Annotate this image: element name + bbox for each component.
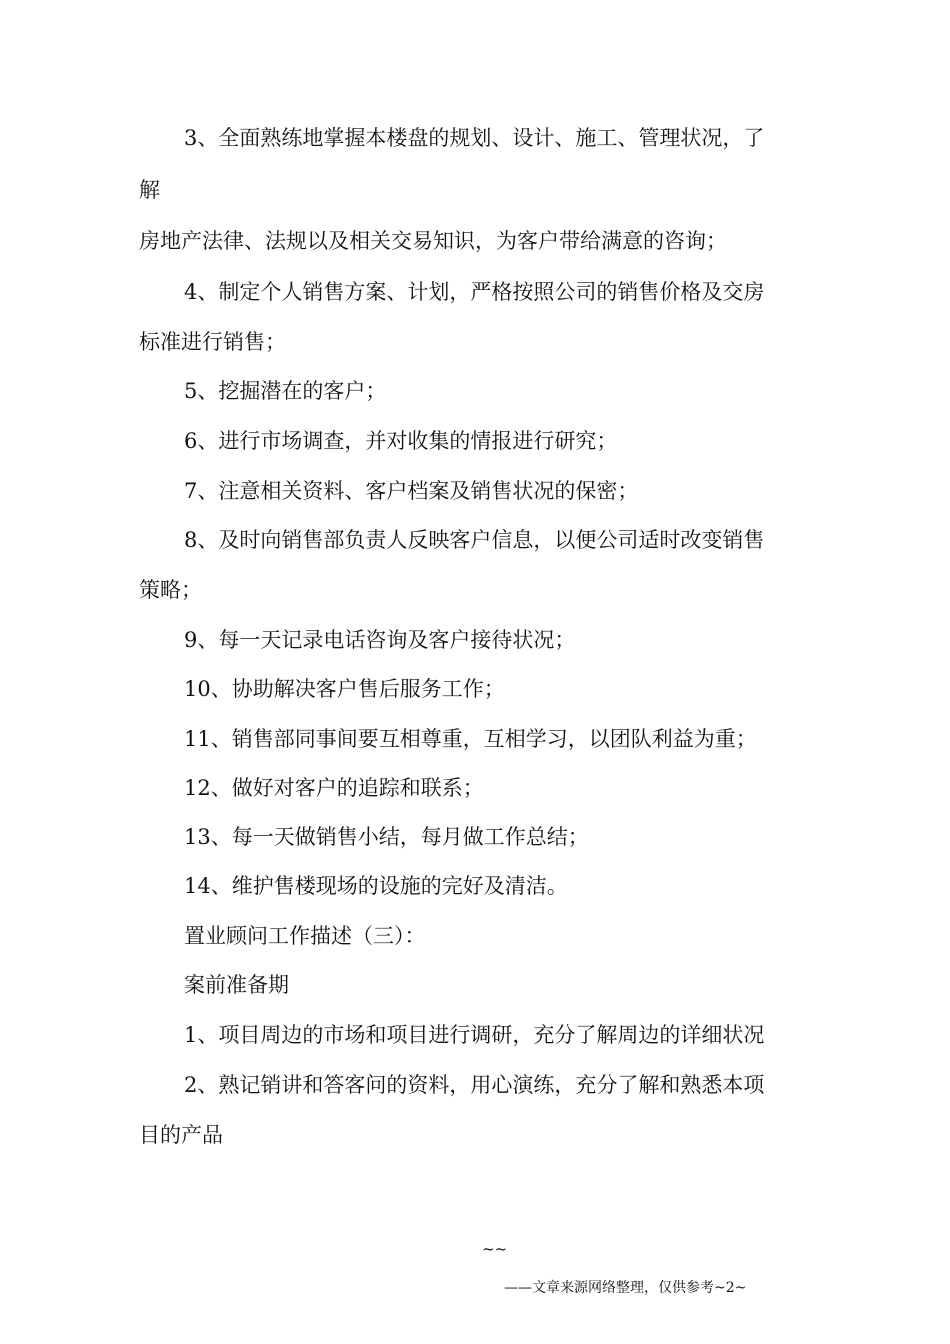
paragraph-line-9: 8、及时向销售部负责人反映客户信息，以便公司适时改变销售 <box>184 528 765 552</box>
subsection-heading: 案前准备期 <box>184 973 289 997</box>
footer-note: ——文章来源网络整理，仅供参考~2~ <box>504 1280 747 1296</box>
paragraph-line-11: 9、每一天记录电话咨询及客户接待状况； <box>184 628 576 652</box>
paragraph-line-10: 策略； <box>139 578 202 602</box>
paragraph-line-8: 7、注意相关资料、客户档案及销售状况的保密； <box>184 479 639 503</box>
paragraph-line-12: 10、协助解决客户售后服务工作； <box>184 677 505 701</box>
paragraph-line-16: 14、维护售楼现场的设施的完好及清洁。 <box>184 874 568 898</box>
paragraph-line-1: 3、全面熟练地掌握本楼盘的规划、设计、施工、管理状况，了 <box>184 126 765 150</box>
paragraph-line-5: 标准进行销售； <box>139 330 286 354</box>
paragraph-line-15: 13、每一天做销售小结，每月做工作总结； <box>184 825 589 849</box>
paragraph-line-2: 解 <box>139 178 160 202</box>
paragraph-line-13: 11、销售部同事间要互相尊重，互相学习，以团队利益为重； <box>184 727 757 751</box>
paragraph-line-4: 4、制定个人销售方案、计划，严格按照公司的销售价格及交房 <box>184 280 765 304</box>
paragraph-line-3: 房地产法律、法规以及相关交易知识，为客户带给满意的咨询； <box>139 229 727 253</box>
footer-tilde: ~~ <box>482 1240 508 1258</box>
section-heading: 置业顾问工作描述（三）： <box>184 924 426 948</box>
paragraph-line-20: 2、熟记销讲和答客问的资料，用心演练，充分了解和熟悉本项 <box>184 1073 765 1097</box>
paragraph-line-19: 1、项目周边的市场和项目进行调研，充分了解周边的详细状况 <box>184 1023 765 1047</box>
paragraph-line-6: 5、挖掘潜在的客户； <box>184 379 387 403</box>
paragraph-line-7: 6、进行市场调查，并对收集的情报进行研究； <box>184 429 618 453</box>
paragraph-line-14: 12、做好对客户的追踪和联系； <box>184 776 484 800</box>
paragraph-line-21: 目的产品 <box>139 1123 223 1147</box>
